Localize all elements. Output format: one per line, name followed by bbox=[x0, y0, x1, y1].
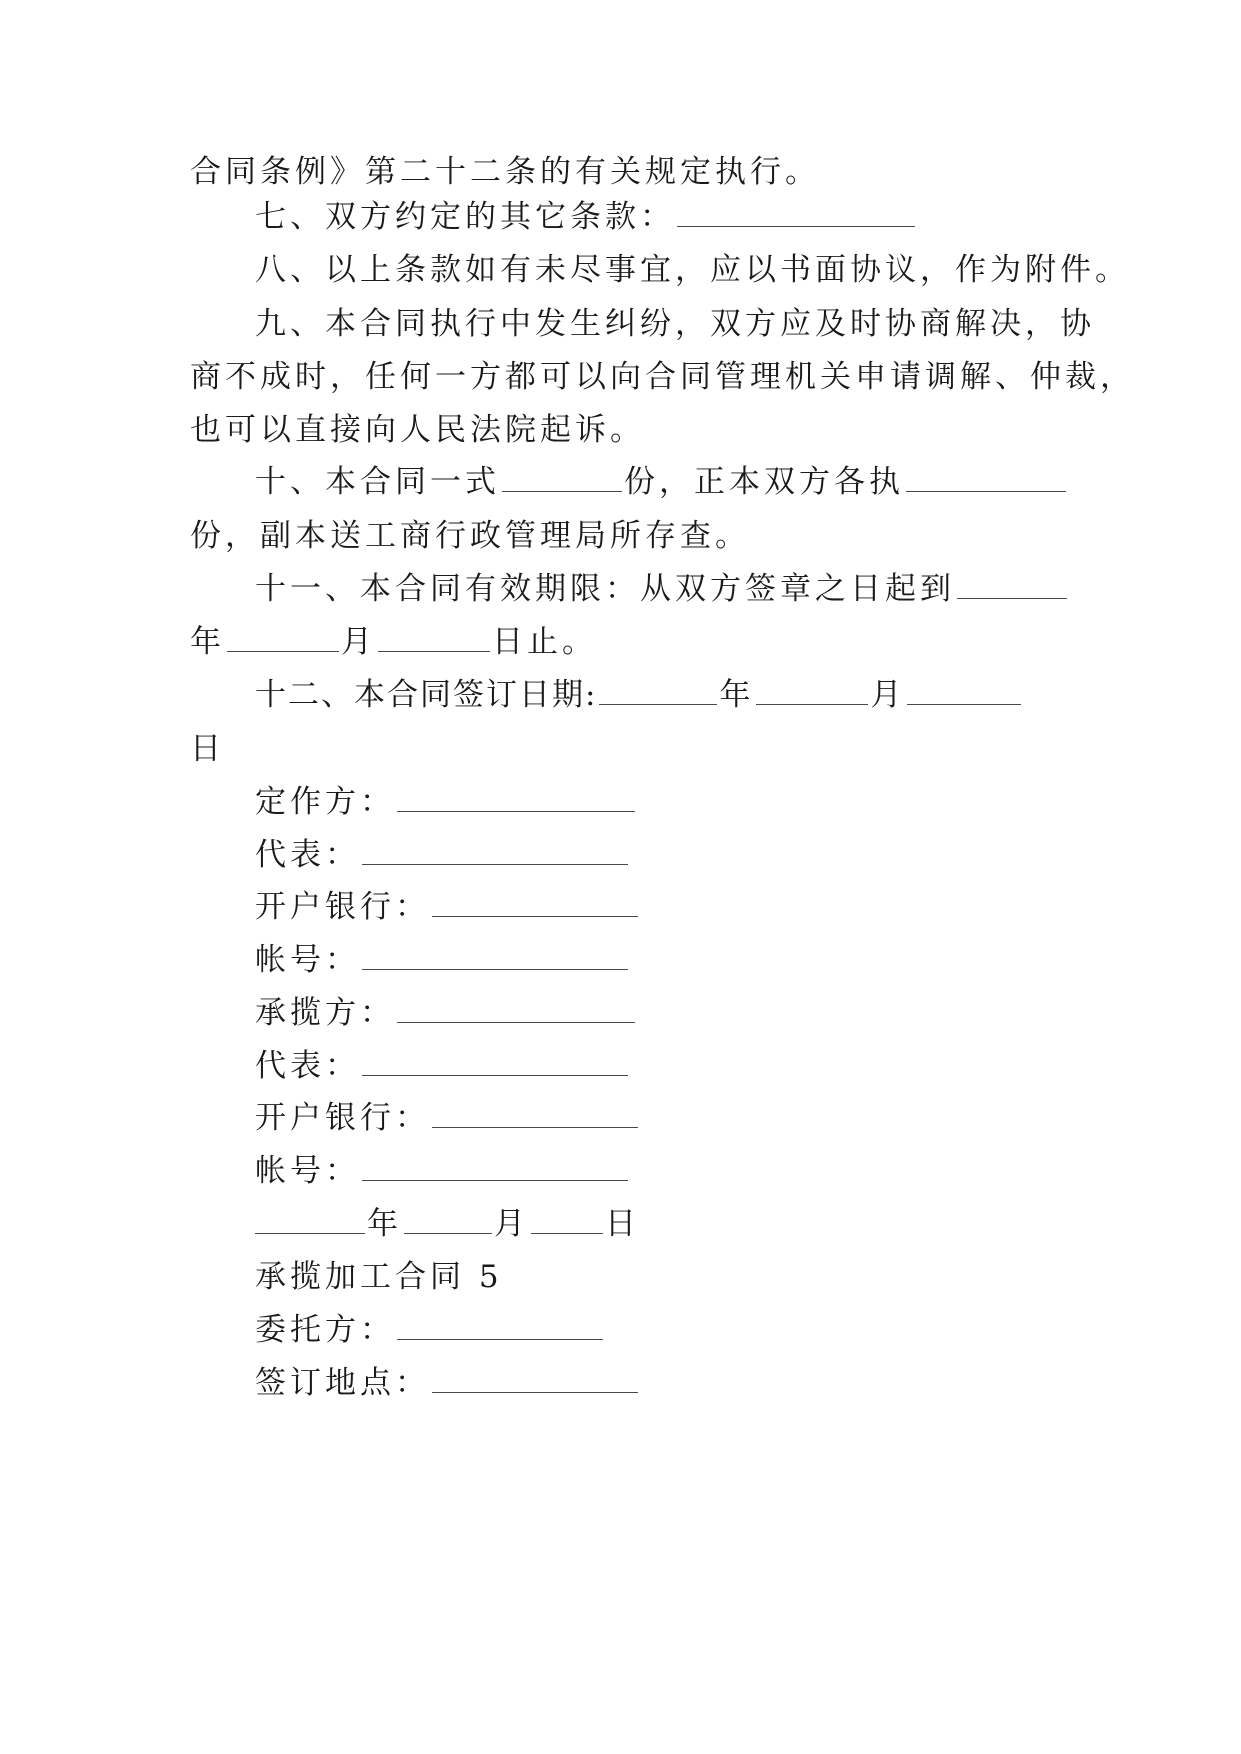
year-label: 年 bbox=[190, 624, 225, 660]
originals-blank[interactable] bbox=[906, 461, 1066, 492]
contract-title: 承揽加工合同 5 bbox=[255, 1259, 503, 1295]
clause-text: 份，副本送工商行政管理局所存查。 bbox=[190, 518, 750, 554]
bank-label: 开户银行： bbox=[255, 1100, 430, 1136]
client-blank[interactable] bbox=[397, 1309, 603, 1340]
clause-12-line-1 bbox=[255, 673, 1023, 717]
month-label: 月 bbox=[494, 1206, 529, 1242]
copies-blank[interactable] bbox=[502, 461, 622, 492]
client-row bbox=[255, 1308, 605, 1352]
clause-text: 八、以上条款如有未尽事宜，应以书面协议，作为附件。 bbox=[255, 252, 1130, 288]
clause-8 bbox=[255, 248, 1130, 292]
clause-7 bbox=[255, 195, 917, 239]
month-label: 月 bbox=[341, 624, 376, 660]
day-label: 日 bbox=[190, 731, 225, 767]
party-a-label: 定作方： bbox=[255, 784, 395, 820]
signing-place-blank[interactable] bbox=[432, 1362, 638, 1393]
clause-text: 九、本合同执行中发生纠纷，双方应及时协商解决，协 bbox=[255, 306, 1095, 342]
party-a-account-row bbox=[255, 938, 630, 982]
party-b-account-blank[interactable] bbox=[362, 1150, 628, 1181]
clause-9-line-1 bbox=[255, 302, 1095, 346]
date-year-blank[interactable] bbox=[255, 1203, 365, 1234]
clause-text: 十二、本合同签订日期: bbox=[255, 677, 598, 713]
signing-year-blank[interactable] bbox=[599, 674, 717, 705]
party-a-rep-blank[interactable] bbox=[362, 834, 628, 865]
clause-text: 份，正本双方各执 bbox=[624, 464, 904, 500]
party-b-account-row bbox=[255, 1149, 630, 1193]
clause-11-line-2 bbox=[190, 620, 597, 664]
day-label: 日 bbox=[605, 1206, 640, 1242]
party-b-bank-row bbox=[255, 1096, 640, 1140]
party-a-row bbox=[255, 780, 637, 824]
rep-label: 代表： bbox=[255, 1048, 360, 1084]
place-label: 签订地点： bbox=[255, 1365, 430, 1401]
month-label: 月 bbox=[870, 677, 906, 713]
clause-10-line-1 bbox=[255, 460, 1068, 504]
clause-text: 合同条例》第二十二条的有关规定执行。 bbox=[190, 154, 820, 190]
rep-label: 代表： bbox=[255, 837, 360, 873]
signing-day-blank[interactable] bbox=[907, 674, 1021, 705]
clause-12-line-2 bbox=[190, 727, 225, 771]
date-day-blank[interactable] bbox=[531, 1203, 603, 1234]
valid-until-day-blank[interactable] bbox=[378, 621, 490, 652]
party-a-account-blank[interactable] bbox=[362, 939, 628, 970]
party-a-bank-blank[interactable] bbox=[432, 886, 638, 917]
valid-until-year-blank[interactable] bbox=[957, 568, 1067, 599]
party-b-label: 承揽方： bbox=[255, 995, 395, 1031]
client-label: 委托方： bbox=[255, 1312, 395, 1348]
clause-text: 也可以直接向人民法院起诉。 bbox=[190, 412, 645, 448]
signature-date-row bbox=[255, 1202, 640, 1246]
year-label: 年 bbox=[719, 677, 755, 713]
clause-text: 七、双方约定的其它条款： bbox=[255, 199, 675, 235]
bank-label: 开户银行： bbox=[255, 889, 430, 925]
party-a-rep-row bbox=[255, 833, 630, 877]
clause-text: 十、本合同一式 bbox=[255, 464, 500, 500]
account-label: 帐号： bbox=[255, 1153, 360, 1189]
clause-text: 商不成时，任何一方都可以向合同管理机关申请调解、仲裁， bbox=[190, 359, 1135, 395]
party-b-rep-blank[interactable] bbox=[362, 1045, 628, 1076]
end-label: 日止。 bbox=[492, 624, 597, 660]
clause-11-line-1 bbox=[255, 567, 1069, 611]
date-month-blank[interactable] bbox=[404, 1203, 492, 1234]
party-b-bank-blank[interactable] bbox=[432, 1097, 638, 1128]
clause-9-line-3 bbox=[190, 408, 645, 452]
fill-in-blank[interactable] bbox=[677, 196, 915, 227]
party-b-rep-row bbox=[255, 1044, 630, 1088]
party-a-bank-row bbox=[255, 885, 640, 929]
clause-9-line-2 bbox=[190, 355, 1135, 399]
party-a-blank[interactable] bbox=[397, 781, 635, 812]
party-b-blank[interactable] bbox=[397, 992, 635, 1023]
party-b-row bbox=[255, 991, 637, 1035]
signing-place-row bbox=[255, 1361, 640, 1405]
next-contract-title bbox=[255, 1255, 503, 1299]
clause-6-tail bbox=[190, 150, 820, 194]
clause-text: 十一、本合同有效期限：从双方签章之日起到 bbox=[255, 571, 955, 607]
valid-until-month-blank[interactable] bbox=[227, 621, 339, 652]
account-label: 帐号： bbox=[255, 942, 360, 978]
signing-month-blank[interactable] bbox=[756, 674, 868, 705]
year-label: 年 bbox=[367, 1206, 402, 1242]
clause-10-line-2 bbox=[190, 514, 750, 558]
